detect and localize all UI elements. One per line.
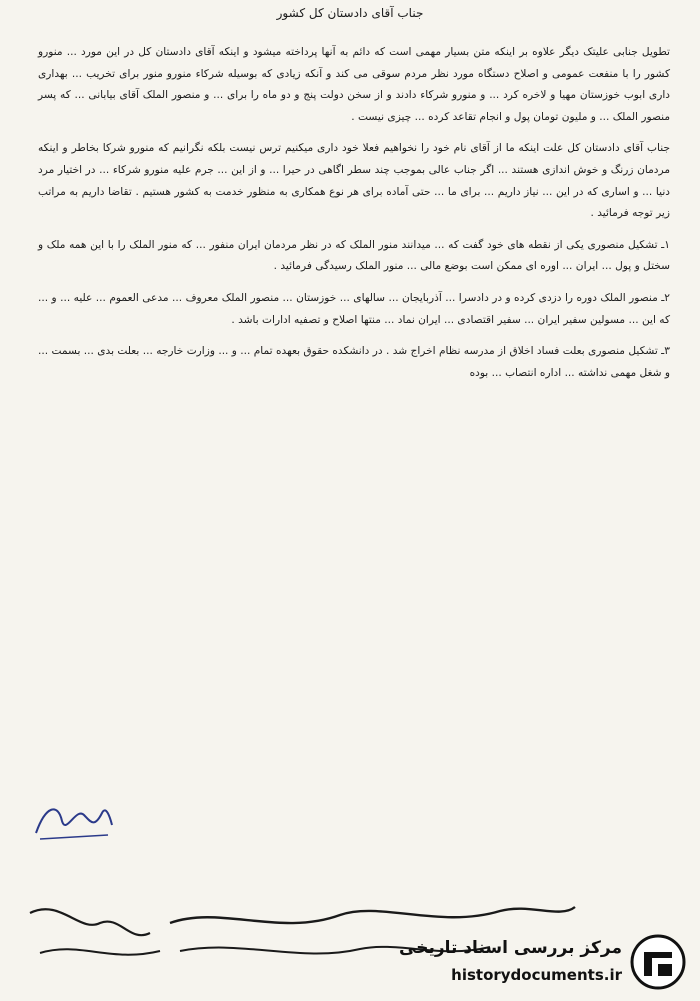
handwritten-margin-note (28, 795, 116, 843)
watermark-block (392, 930, 692, 996)
document-body (38, 42, 670, 394)
paragraph-item-2: ۲ـ منصور الملک دوره را دزدی کرده و در دادسرا ... آذربایجان ... سالهای ... خوزستان ... منصور الملک معروف ... مدعی العموم ... علیه ... و ... که این ... مسولین سفیر ایران ... سفیر اقتصادی ... ایران نماد ... منتها اصلاح و تصفیه ادارات باشد . (38, 291, 670, 326)
paragraph-intro: تطویل جنابی علیتک دیگر علاوه بر اینکه متن بسیار مهمی است که دائم به آنها پرداخته میشود و اینکه آقای دادستان کل در این مورد ... منورو کشور را با منفعت عمومی و اصلاح دستگاه مورد نظر مردم سوقی می کند و آنکه زیادی که بوسیله شرکاء منورو منور برای تخریب ... بهداری داری ابوب خوزستان مهیا و لاخره کرد ... و منورو شرکاء دادند و از سخن دولت پنج و دو ماه را برای ... و منصور الملک آقای بیابانی ... که پسر منصور الملک ... و ملیون تومان پول و انجام تقاعد کرده ... چیزی نیست . (38, 46, 670, 123)
watermark-org-name: مرکز بررسی اسناد تاریخی (399, 938, 622, 958)
archive-logo-icon (630, 934, 686, 990)
paragraph-request: جناب آقای دادستان کل علت اینکه ما از آقای نام خود را نخواهیم فعلا خود داری میکنیم ترس نیست بلکه نگرانیم که منورو شرکا بخاطر و اینکه مردمان زرنگ و خوش اندازی هستند ... اگر جناب عالی بموجب چند سطر اگاهی در حیرا ... و از این ... جرم علیه منورو شرکاء ... در اختیار مرد دنیا ... و اساری که در این ... نیاز داریم ... برای ما ... حتی آماده برای هر نوع همکاری به منظور خدمت به کشور هستیم . تقاضا داریم به مراتب زیر توجه فرمائید . (38, 142, 670, 220)
paragraph-item-1: ۱ـ تشکیل منصوری یکی از نقطه های خود گفت که ... میدانند منور الملک که در نظر مردمان ایران منفور ... که منور الملک را با این همه ملک و سختل و پول ... ایران ... اوره ای ممکن است بوضع مالی ... منور الملک رسیدگی فرمائید . (38, 238, 670, 273)
watermark-site: historydocuments.ir (451, 966, 622, 984)
paragraph-item-3: ۳ـ تشکیل منصوری بعلت فساد اخلاق از مدرسه نظام اخراج شد . در دانشکده حقوق بعهده تمام ... و ... وزارت خارجه ... بعلت بدی ... بسمت ... و شغل مهمی نداشته ... اداره انتصاب ... بوده (38, 345, 670, 379)
document-heading: جناب آقای دادستان کل کشور (276, 6, 424, 20)
